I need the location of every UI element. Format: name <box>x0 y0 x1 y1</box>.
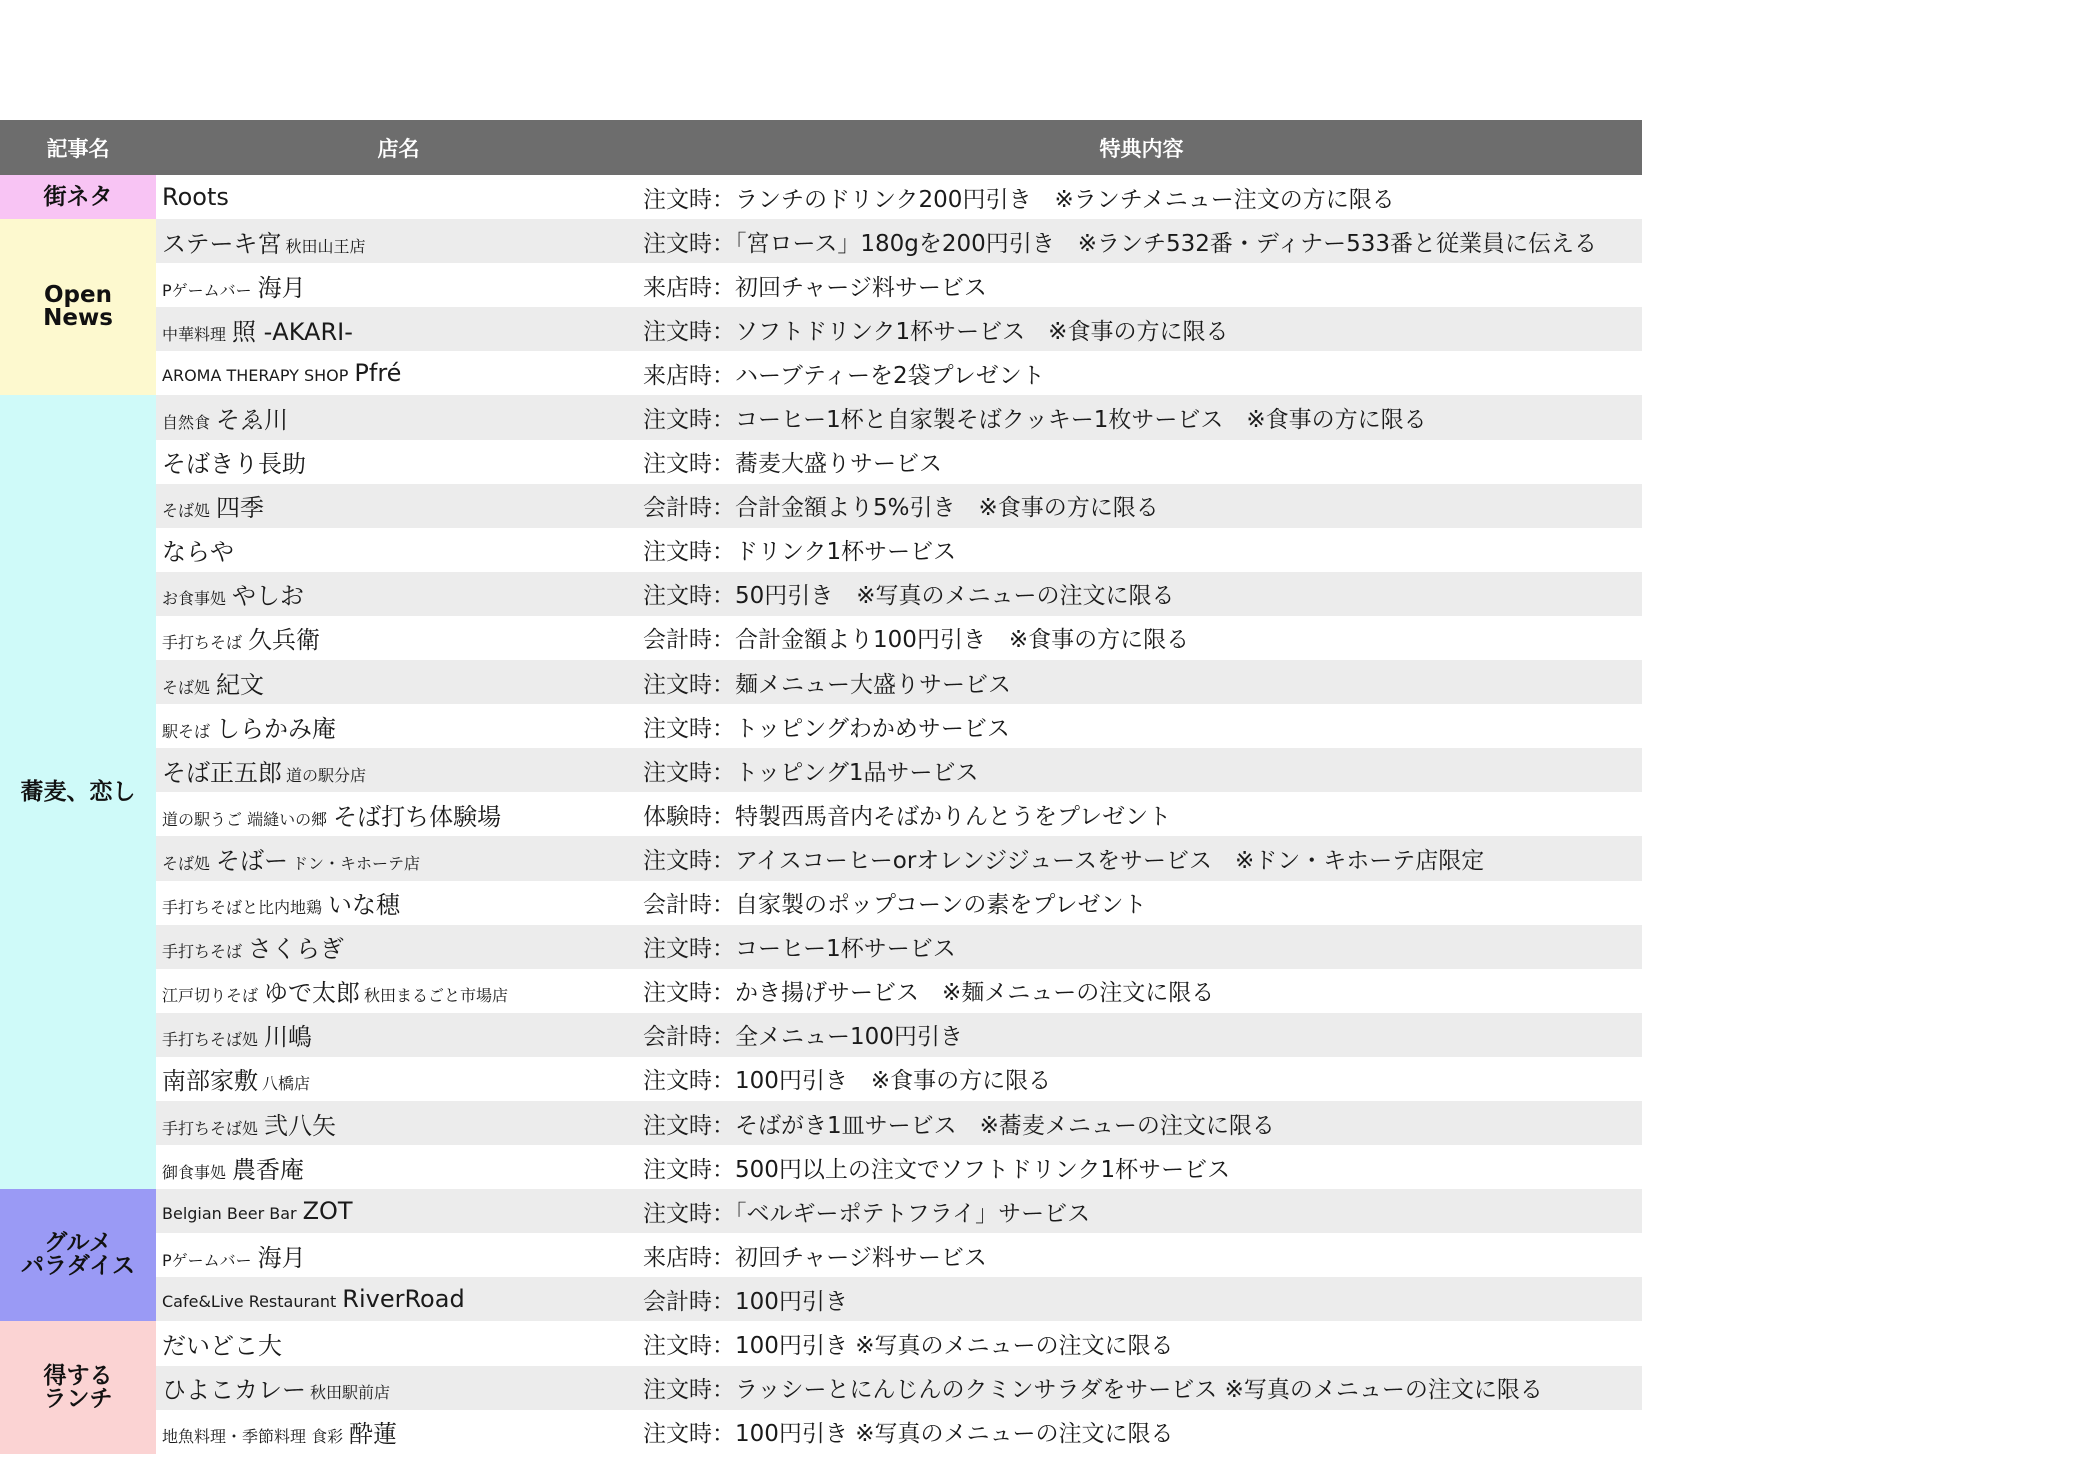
store-name: さくらぎ <box>248 935 345 964</box>
benefit-text: 注文時：トッピングわかめサービス <box>641 704 1642 748</box>
store-prefix: 地魚料理・季節料理 食彩 <box>162 1427 344 1447</box>
benefit-text: 会計時：合計金額より100円引き ※食事の方に限る <box>641 616 1642 660</box>
table-row <box>0 307 1642 351</box>
benefit-text: 注文時：コーヒー1杯サービス <box>641 925 1642 969</box>
benefit-text: 注文時：100円引き ※写真のメニューの注文に限る <box>641 1321 1642 1365</box>
benefit-text: 注文時：100円引き ※食事の方に限る <box>641 1057 1642 1101</box>
table-row <box>0 616 1642 660</box>
table-row <box>0 263 1642 307</box>
store-name: Roots <box>162 183 229 212</box>
category-label: 街ネタ <box>0 175 156 219</box>
benefit-text: 注文時：かき揚げサービス ※麺メニューの注文に限る <box>641 969 1642 1013</box>
benefit-text: 注文時：そばがき1皿サービス ※蕎麦メニューの注文に限る <box>641 1101 1642 1145</box>
store-prefix: Pゲームバー <box>162 1250 252 1270</box>
store-prefix: そば処 <box>162 677 211 697</box>
benefit-text: 注文時：コーヒー1杯と自家製そばクッキー1枚サービス ※食事の方に限る <box>641 395 1642 439</box>
store-prefix: そば処 <box>162 501 211 521</box>
store-name: 海月 <box>257 1243 306 1272</box>
store-name-cell <box>156 881 641 925</box>
store-name: 照 -AKARI- <box>232 317 353 346</box>
store-name-cell <box>156 1057 641 1101</box>
store-name-cell <box>156 1101 641 1145</box>
store-name-cell <box>156 572 641 616</box>
store-branch: 秋田山王店 <box>285 236 366 256</box>
store-name-cell <box>156 1321 641 1365</box>
table-row <box>0 660 1642 704</box>
benefit-text: 注文時：100円引き ※写真のメニューの注文に限る <box>641 1410 1642 1454</box>
table-row <box>0 792 1642 836</box>
table-row <box>0 351 1642 395</box>
store-name: 紀文 <box>216 670 265 699</box>
store-name-cell <box>156 263 641 307</box>
benefit-text: 会計時：100円引き <box>641 1277 1642 1321</box>
header-benefit: 特典内容 <box>641 120 1642 175</box>
store-name: そばー <box>216 846 289 875</box>
benefit-text: 注文時：50円引き ※写真のメニューの注文に限る <box>641 572 1642 616</box>
store-name-cell <box>156 704 641 748</box>
table-row <box>0 528 1642 572</box>
store-name: いな穂 <box>328 891 401 920</box>
header-article: 記事名 <box>0 120 156 175</box>
table-row <box>0 175 1642 219</box>
benefit-text: 注文時：トッピング1品サービス <box>641 748 1642 792</box>
store-name: そゑ川 <box>216 406 289 435</box>
table-row <box>0 1145 1642 1189</box>
table-row <box>0 1366 1642 1410</box>
store-prefix: Cafe&Live Restaurant <box>162 1292 337 1312</box>
store-name-cell <box>156 528 641 572</box>
store-name-cell <box>156 1189 641 1233</box>
store-prefix: 手打ちそば処 <box>162 1030 259 1050</box>
store-name: ならや <box>162 538 234 567</box>
store-name-cell <box>156 1410 641 1454</box>
table-row <box>0 440 1642 484</box>
benefit-text: 注文時：500円以上の注文でソフトドリンク1杯サービス <box>641 1145 1642 1189</box>
benefit-text: 注文時：ドリンク1杯サービス <box>641 528 1642 572</box>
store-prefix: 中華料理 <box>162 324 227 344</box>
store-name: 弐八矢 <box>264 1111 337 1140</box>
store-name-cell <box>156 660 641 704</box>
store-name-cell <box>156 440 641 484</box>
store-name-cell <box>156 836 641 880</box>
benefit-text: 注文時：蕎麦大盛りサービス <box>641 440 1642 484</box>
table-row <box>0 1410 1642 1454</box>
benefit-text: 体験時：特製西馬音内そばかりんとうをプレゼント <box>641 792 1642 836</box>
store-prefix: お食事処 <box>162 589 227 609</box>
benefit-text: 会計時：全メニュー100円引き <box>641 1013 1642 1057</box>
store-name: 酔蓮 <box>349 1420 398 1449</box>
store-name-cell <box>156 616 641 660</box>
store-prefix: Pゲームバー <box>162 280 252 300</box>
store-prefix: Belgian Beer Bar <box>162 1204 297 1224</box>
store-name: ZOT <box>302 1197 353 1226</box>
store-prefix: 手打ちそば <box>162 633 243 653</box>
table-row <box>0 484 1642 528</box>
store-name-cell <box>156 1277 641 1321</box>
store-name-cell <box>156 219 641 263</box>
store-name: RiverRoad <box>342 1285 465 1314</box>
store-branch: 秋田まるごと市場店 <box>364 986 509 1006</box>
store-name-cell <box>156 1013 641 1057</box>
store-name: 農香庵 <box>232 1155 305 1184</box>
benefits-table <box>0 120 1642 1454</box>
store-name: そば打ち体験場 <box>333 802 502 831</box>
header-row <box>0 120 1642 175</box>
store-name: 川嶋 <box>264 1023 313 1052</box>
store-branch: 八橋店 <box>262 1074 311 1094</box>
store-prefix: 手打ちそば <box>162 942 243 962</box>
store-branch: 秋田駅前店 <box>310 1383 391 1403</box>
category-label: Open News <box>0 219 156 395</box>
store-branch: 道の駅分店 <box>286 765 367 785</box>
benefit-text: 来店時：初回チャージ料サービス <box>641 263 1642 307</box>
table-row <box>0 836 1642 880</box>
store-name: 海月 <box>257 273 306 302</box>
store-name-cell <box>156 748 641 792</box>
table-row <box>0 1277 1642 1321</box>
store-prefix: 自然食 <box>162 413 211 433</box>
header-store: 店名 <box>156 120 641 175</box>
store-prefix: 道の駅うご 端縫いの郷 <box>162 809 328 829</box>
store-name: そばきり長助 <box>162 450 306 479</box>
store-name: しらかみ庵 <box>216 714 337 743</box>
store-prefix: 御食事処 <box>162 1162 227 1182</box>
benefit-text: 来店時：初回チャージ料サービス <box>641 1233 1642 1277</box>
category-label: 蕎麦、恋し <box>0 395 156 1189</box>
store-name-cell <box>156 969 641 1013</box>
store-prefix: そば処 <box>162 853 211 873</box>
store-name-cell <box>156 925 641 969</box>
benefit-text: 注文時：ラッシーとにんじんのクミンサラダをサービス ※写真のメニューの注文に限る <box>641 1366 1642 1410</box>
table-row <box>0 1233 1642 1277</box>
benefit-text: 会計時：自家製のポップコーンの素をプレゼント <box>641 881 1642 925</box>
store-name: だいどこ大 <box>162 1331 282 1360</box>
store-name-cell <box>156 395 641 439</box>
table-row <box>0 1057 1642 1101</box>
benefit-text: 注文時：「ベルギーポテトフライ」サービス <box>641 1189 1642 1233</box>
benefit-text: 会計時：合計金額より5%引き ※食事の方に限る <box>641 484 1642 528</box>
store-prefix: 江戸切りそば <box>162 986 259 1006</box>
store-name: ゆで太郎 <box>264 979 361 1008</box>
category-label: 得する ランチ <box>0 1321 156 1453</box>
store-name: Pfré <box>354 359 402 388</box>
table-row <box>0 1101 1642 1145</box>
store-name-cell <box>156 307 641 351</box>
store-name: 久兵衛 <box>248 626 321 655</box>
store-name-cell <box>156 1145 641 1189</box>
store-prefix: AROMA THERAPY SHOP <box>162 366 349 386</box>
store-prefix: 駅そば <box>162 721 211 741</box>
table-row <box>0 395 1642 439</box>
store-name-cell <box>156 484 641 528</box>
table-row <box>0 1321 1642 1365</box>
store-branch: ドン・キホーテ店 <box>292 853 421 873</box>
store-name-cell <box>156 792 641 836</box>
table-row <box>0 925 1642 969</box>
store-name: ひよこカレー <box>162 1376 306 1405</box>
table-row <box>0 1013 1642 1057</box>
store-name-cell <box>156 175 641 219</box>
store-name: 四季 <box>216 494 265 523</box>
benefit-text: 注文時：ソフトドリンク1杯サービス ※食事の方に限る <box>641 307 1642 351</box>
table-row <box>0 704 1642 748</box>
store-name-cell <box>156 351 641 395</box>
table-row <box>0 748 1642 792</box>
store-name: ステーキ宮 <box>162 229 282 258</box>
store-prefix: 手打ちそば処 <box>162 1118 259 1138</box>
store-name: そば正五郎 <box>162 758 282 787</box>
table-body <box>0 175 1642 1454</box>
store-name: 南部家敷 <box>162 1067 258 1096</box>
table-row <box>0 572 1642 616</box>
store-name-cell <box>156 1233 641 1277</box>
store-prefix: 手打ちそばと比内地鶏 <box>162 898 323 918</box>
table-row <box>0 219 1642 263</box>
benefit-text: 注文時：麺メニュー大盛りサービス <box>641 660 1642 704</box>
table-row <box>0 969 1642 1013</box>
benefit-text: 注文時：「宮ロース」180gを200円引き ※ランチ532番・ディナー533番と従業員に伝える <box>641 219 1642 263</box>
store-name: やしお <box>232 582 305 611</box>
benefit-text: 注文時：ランチのドリンク200円引き ※ランチメニュー注文の方に限る <box>641 175 1642 219</box>
table-row <box>0 1189 1642 1233</box>
store-name-cell <box>156 1366 641 1410</box>
table-row <box>0 881 1642 925</box>
category-label: グルメ パラダイス <box>0 1189 156 1321</box>
benefit-text: 注文時：アイスコーヒーorオレンジジュースをサービス ※ドン・キホーテ店限定 <box>641 836 1642 880</box>
benefits-sheet <box>0 120 1642 1454</box>
benefit-text: 来店時：ハーブティーを2袋プレゼント <box>641 351 1642 395</box>
